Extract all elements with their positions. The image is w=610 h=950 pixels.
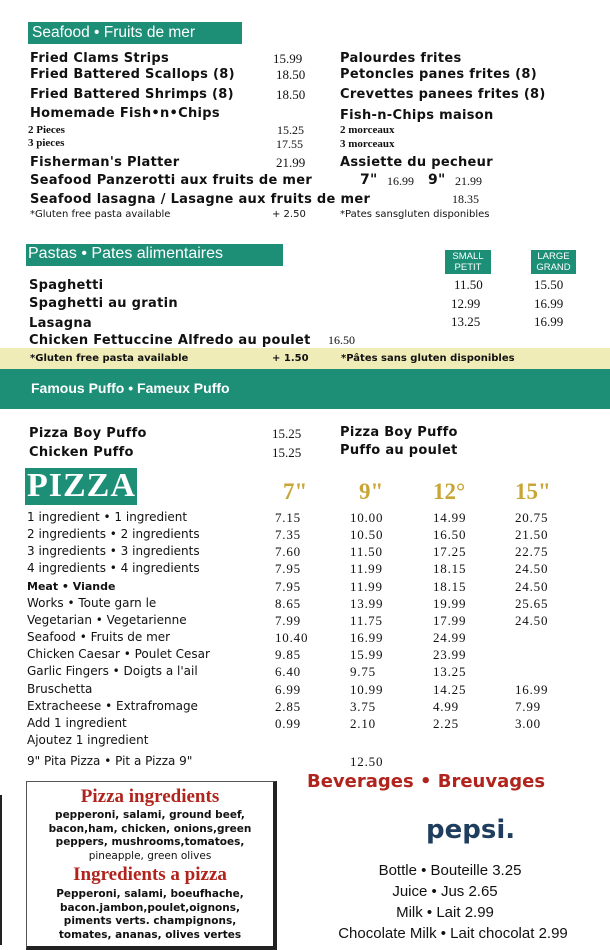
pizza-price: 3.00	[515, 715, 541, 731]
menu-item-price: 16.99	[387, 174, 414, 188]
ingredients-title-en: Pizza ingredients	[80, 786, 220, 807]
pizza-price: 7.95	[275, 578, 301, 594]
pizza-price: 23.99	[433, 647, 467, 663]
pepsi-logo: pepsi.	[426, 815, 516, 845]
pasta-price-small: 11.50	[454, 277, 483, 292]
pizza-price: 7.95	[275, 561, 301, 577]
pizza-row-name: 9" Pita Pizza • Pit a Pizza 9"	[27, 754, 193, 769]
option-name: 3 pieces	[28, 137, 65, 149]
menu-item-name: Homemade Fish•n•Chips	[30, 106, 220, 121]
puffo-name-fr: Pizza Boy Puffo	[340, 425, 458, 440]
pizza-price: 7.99	[515, 698, 541, 714]
pizza-price: 22.75	[515, 544, 549, 560]
pizza-price: 6.40	[275, 664, 301, 680]
pizza-price: 15.99	[350, 647, 384, 663]
gluten-note: *Gluten free pasta available	[30, 209, 171, 220]
menu-item-price: 21.99	[276, 155, 306, 170]
pizza-price: 11.50	[350, 544, 383, 560]
pasta-price-small: 13.25	[451, 314, 481, 329]
puffo-title: Famous Puffo • Fameux Puffo	[31, 380, 230, 396]
pizza-price: 24.99	[433, 630, 467, 646]
ingredients-box	[26, 781, 277, 950]
option-price: 15.25	[277, 123, 304, 137]
option-name-fr: 2 morceaux	[340, 124, 395, 136]
seafood-title: Seafood • Fruits de mer	[32, 24, 196, 41]
pasta-name: Spaghetti au gratin	[29, 296, 178, 311]
pizza-price: 7.35	[275, 527, 301, 543]
pizza-price: 11.99	[350, 561, 383, 577]
pizza-price: 10.99	[350, 681, 384, 697]
pizza-row-name: Garlic Fingers • Doigts a l'ail	[27, 664, 198, 679]
pastas-title-band	[26, 244, 283, 266]
pasta-name: Chicken Fettuccine Alfredo au poulet	[29, 333, 311, 348]
pasta-name: Spaghetti	[29, 278, 104, 293]
pizza-price: 13.99	[350, 595, 384, 611]
menu-item-name: Fisherman's Platter	[30, 155, 180, 170]
left-edge-mark	[0, 795, 2, 945]
pizza-price: 17.99	[433, 612, 467, 628]
pizza-row-name: Ajoutez 1 ingredient	[27, 732, 149, 747]
pizza-price: 14.25	[433, 681, 467, 697]
ingredients-title-fr: Ingredients a pizza	[73, 864, 227, 885]
pizza-price: 2.10	[350, 715, 376, 731]
pasta-price-large: 16.99	[534, 296, 564, 311]
pizza-row-name: Works • Toute garn le	[27, 595, 157, 610]
size-header: 12°	[433, 479, 466, 504]
beverage-item: Chocolate Milk • Lait chocolat 2.99	[338, 925, 568, 942]
pizza-price: 9.85	[275, 647, 301, 663]
pasta-name: Lasagna	[29, 316, 92, 331]
beverages-title: Beverages • Breuvages	[307, 771, 546, 792]
ingredient-line: pineapple, green olives	[88, 849, 212, 862]
large-label: LARGE	[537, 251, 570, 262]
ingredient-line: bacon.jambon,poulet,oignons,	[60, 901, 240, 914]
pasta-price: 16.50	[328, 333, 355, 347]
pizza-price: 20.75	[515, 510, 549, 525]
pizza-title-band	[25, 468, 137, 505]
pizza-price: 24.50	[515, 578, 549, 594]
menu-item-price: 15.99	[273, 51, 303, 66]
pizza-row-name: 1 ingredient • 1 ingredient	[27, 510, 188, 524]
pizza-price: 6.99	[275, 681, 301, 697]
pizza-row-name: Add 1 ingredient	[27, 715, 127, 730]
pizza-price: 2.25	[433, 715, 459, 731]
pizza-price: 2.85	[275, 698, 301, 714]
pizza-price: 7.60	[275, 544, 301, 560]
menu-item-name-fr: Petoncles panes frites (8)	[340, 67, 537, 82]
pizza-price: 11.99	[350, 578, 383, 594]
gluten-note-fr: *Pâtes sans gluten disponibles	[341, 353, 515, 364]
pizza-price: 8.65	[275, 595, 301, 611]
gluten-price: + 2.50	[272, 209, 306, 220]
ingredient-line: peppers, mushrooms,tomatoes,	[55, 836, 245, 848]
pizza-row-name: Seafood • Fruits de mer	[27, 630, 171, 645]
pizza-price: 14.99	[433, 510, 467, 525]
menu-item-name: Fried Battered Shrimps (8)	[30, 87, 234, 102]
size-header: 7"	[283, 479, 308, 504]
pizza-row-name: Bruschetta	[27, 681, 93, 696]
pizza-price: 10.00	[350, 510, 384, 525]
menu-item-price: 18.50	[276, 87, 306, 102]
gluten-price: + 1.50	[272, 353, 309, 364]
ingredients-list-fr	[27, 888, 273, 942]
small-label-fr: PETIT	[454, 262, 482, 273]
pizza-price: 16.99	[350, 630, 384, 646]
pizza-price: 25.65	[515, 595, 549, 611]
ingredient-line: piments verts. champignons,	[63, 915, 237, 927]
pizza-price: 16.50	[433, 527, 467, 543]
menu-item-price: 18.50	[276, 67, 306, 82]
menu-item-name-fr: Fish-n-Chips maison	[340, 108, 494, 123]
pizza-row-name: 4 ingredients • 4 ingredients	[27, 561, 200, 576]
option-name: 2 Pieces	[28, 124, 65, 136]
pizza-price: 17.25	[433, 544, 467, 560]
puffo-name-fr: Puffo au poulet	[340, 443, 458, 458]
puffo-name: Chicken Puffo	[29, 445, 134, 460]
beverage-item: Milk • Lait 2.99	[396, 904, 494, 921]
gluten-note: *Gluten free pasta available	[30, 353, 189, 364]
pizza-price: 10.40	[275, 630, 309, 646]
menu-item-name: Seafood lasagna / Lasagne aux fruits de mer	[30, 192, 371, 207]
option-price: 17.55	[276, 137, 303, 151]
pizza-price: 16.99	[515, 681, 549, 697]
pizza-price: 21.50	[515, 527, 549, 543]
menu-item-price: 18.35	[452, 192, 479, 206]
pizza-row-name: 2 ingredients • 2 ingredients	[27, 527, 200, 542]
puffo-name: Pizza Boy Puffo	[29, 426, 147, 441]
menu-item-price: 21.99	[455, 174, 482, 188]
menu-item-name-fr: Crevettes panees frites (8)	[340, 87, 546, 102]
size-label: 7"	[360, 172, 378, 188]
large-label-fr: GRAND	[536, 262, 571, 273]
pizza-price: 12.50	[350, 754, 384, 770]
ingredient-line: pepperoni, salami, ground beef,	[55, 809, 245, 821]
beverage-item: Bottle • Bouteille 3.25	[378, 862, 522, 879]
size-header: 9"	[359, 479, 384, 504]
pizza-price: 0.99	[275, 715, 301, 731]
pizza-price: 11.75	[350, 612, 383, 628]
pasta-price-large: 16.99	[534, 314, 564, 329]
pastas-title: Pastas • Pates alimentaires	[28, 245, 224, 262]
gluten-note-fr: *Pates sansgluten disponibles	[340, 209, 490, 220]
ingredient-line: Pepperoni, salami, boeufhache,	[56, 888, 244, 900]
pasta-price-large: 15.50	[534, 277, 564, 292]
pizza-row-name: Vegetarian • Vegetarienne	[27, 612, 187, 627]
pizza-price: 9.75	[350, 664, 376, 680]
seafood-title-band	[28, 22, 242, 44]
beverage-list	[300, 862, 590, 946]
option-name-fr: 3 morceaux	[340, 138, 395, 150]
pizza-price: 24.50	[515, 561, 549, 577]
pizza-price: 18.15	[433, 578, 467, 594]
ingredient-line: bacon,ham, chicken, onions,green	[48, 822, 252, 835]
pizza-price: 10.50	[350, 527, 384, 543]
pizza-price: 3.75	[350, 698, 376, 714]
puffo-price: 15.25	[272, 445, 302, 460]
menu-item-name-fr: Assiette du pecheur	[340, 155, 493, 170]
pizza-price: 7.99	[275, 612, 301, 628]
pizza-price: 7.15	[275, 510, 301, 525]
beverage-item: Juice • Jus 2.65	[392, 883, 498, 900]
ingredients-list-en	[27, 809, 273, 863]
pasta-price-small: 12.99	[451, 296, 481, 311]
pizza-price: 24.50	[515, 612, 549, 628]
pizza-price: 4.99	[433, 698, 459, 714]
pizza-price: 19.99	[433, 595, 467, 611]
pizza-title: PIZZA	[27, 467, 136, 504]
menu-item-name-fr: Palourdes frites	[340, 51, 462, 66]
pizza-price: 18.15	[433, 561, 467, 577]
size-header: 15"	[515, 479, 551, 504]
small-size-badge	[445, 250, 491, 274]
pizza-row-name: Chicken Caesar • Poulet Cesar	[27, 647, 210, 662]
pizza-row-name: 3 ingredients • 3 ingredients	[27, 544, 200, 559]
menu-item-name: Fried Battered Scallops (8)	[30, 67, 235, 82]
pizza-price: 13.25	[433, 664, 467, 680]
pizza-row-name: Extracheese • Extrafromage	[27, 698, 198, 713]
pizza-row-name: Meat • Viande	[27, 579, 116, 593]
small-label: SMALL	[452, 251, 484, 262]
size-label: 9"	[428, 172, 446, 188]
menu-item-name: Seafood Panzerotti aux fruits de mer	[30, 173, 313, 188]
puffo-price: 15.25	[272, 426, 302, 441]
ingredient-line: tomates, ananas, olives vertes	[58, 928, 242, 941]
puffo-title-band	[0, 369, 610, 409]
menu-item-name: Fried Clams Strips	[30, 51, 170, 66]
large-size-badge	[531, 250, 576, 274]
